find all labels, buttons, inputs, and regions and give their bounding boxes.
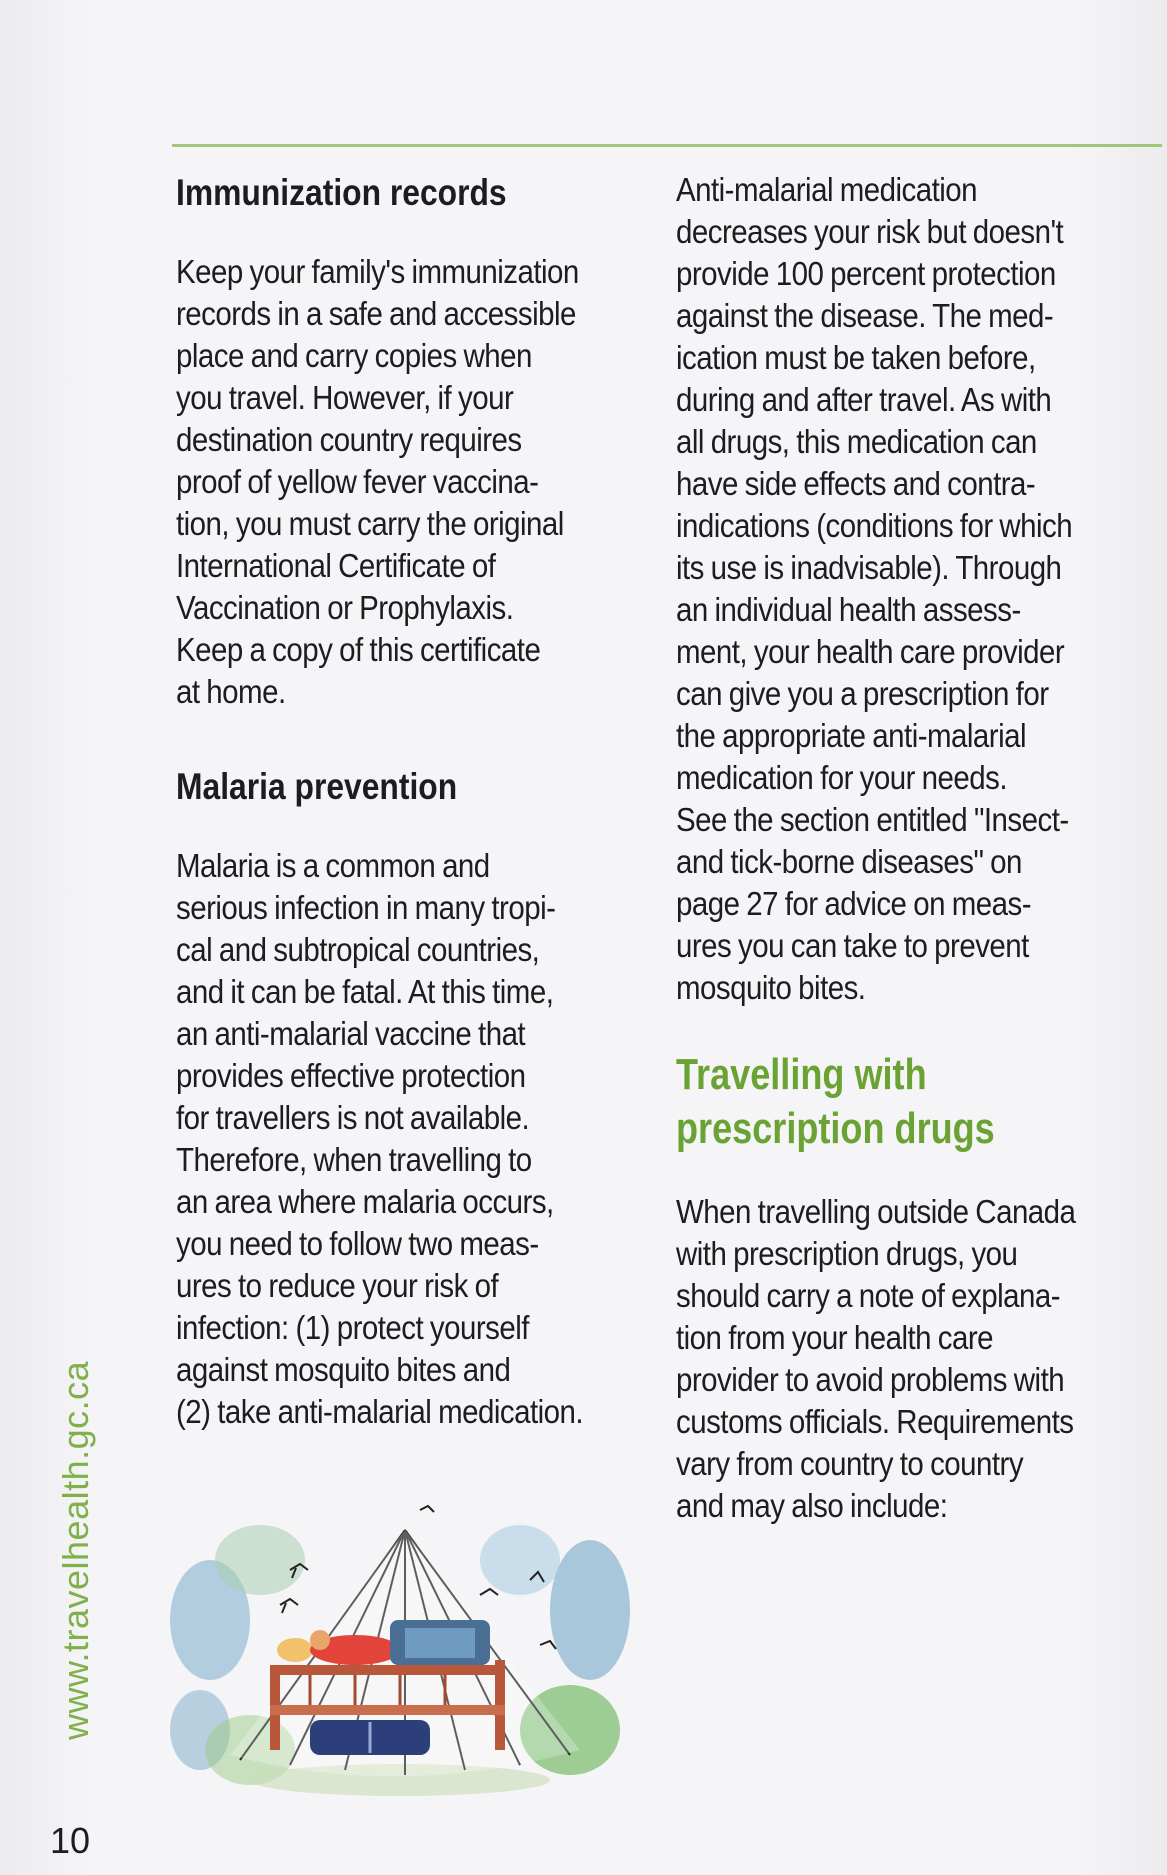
- text-line: and it can be fatal. At this time,: [176, 974, 554, 1011]
- text-line: decreases your risk but doesn't: [676, 214, 1064, 251]
- text-line: tion, you must carry the original: [176, 506, 564, 543]
- text-line: provide 100 percent protection: [676, 256, 1056, 293]
- text-line: can give you a prescription for: [676, 676, 1049, 713]
- text-line: ment, your health care provider: [676, 634, 1065, 671]
- mosquito-net-illustration: [170, 1500, 630, 1800]
- text-line: its use is inadvisable). Through: [676, 550, 1062, 587]
- text-line: tion from your health care: [676, 1320, 994, 1357]
- text-line: ures to reduce your risk of: [176, 1268, 499, 1305]
- text-line: ures you can take to prevent: [676, 928, 1029, 965]
- text-line: serious infection in many tropi-: [176, 890, 556, 927]
- text-line: vary from country to country: [676, 1446, 1024, 1483]
- text-line: mosquito bites.: [676, 970, 866, 1007]
- prescription-heading: [676, 1048, 1126, 1156]
- text-line: records in a safe and accessible: [176, 296, 576, 333]
- text-line: Anti-malarial medication: [676, 172, 978, 209]
- text-line: the appropriate anti-malarial: [676, 718, 1026, 755]
- text-line: proof of yellow fever vaccina-: [176, 464, 539, 501]
- text-line: have side effects and contra-: [676, 466, 1036, 503]
- heading-line: prescription drugs: [676, 1104, 995, 1153]
- immunization-paragraph: [176, 252, 626, 714]
- text-line: you need to follow two meas-: [176, 1226, 539, 1263]
- text-line: provider to avoid problems with: [676, 1362, 1065, 1399]
- text-line: all drugs, this medication can: [676, 424, 1037, 461]
- prescription-paragraph: [676, 1192, 1126, 1528]
- text-line: place and carry copies when: [176, 338, 532, 375]
- text-line: indications (conditions for which: [676, 508, 1073, 545]
- text-line: page 27 for advice on meas-: [676, 886, 1031, 923]
- text-line: customs officials. Requirements: [676, 1404, 1074, 1441]
- text-line: with prescription drugs, you: [676, 1236, 1018, 1273]
- text-line: Therefore, when travelling to: [176, 1142, 532, 1179]
- text-line: and may also include:: [676, 1488, 948, 1525]
- text-line: See the section entitled "Insect-: [676, 802, 1069, 839]
- text-line: against the disease. The med-: [676, 298, 1054, 335]
- website-url: www.travelhealth.gc.ca: [55, 1360, 96, 1740]
- top-rule: [172, 144, 1162, 147]
- text-line: an individual health assess-: [676, 592, 1021, 629]
- text-line: medication for your needs.: [676, 760, 1008, 797]
- text-line: against mosquito bites and: [176, 1352, 511, 1389]
- text-line: provides effective protection: [176, 1058, 526, 1095]
- page-number: 10: [50, 1820, 91, 1861]
- text-line: during and after travel. As with: [676, 382, 1052, 419]
- text-line: (2) take anti-malarial medication.: [176, 1394, 584, 1431]
- text-line: infection: (1) protect yourself: [176, 1310, 529, 1347]
- text-line: Keep a copy of this certificate: [176, 632, 541, 669]
- medication-paragraph: [676, 170, 1126, 1010]
- malaria-heading: Malaria prevention: [176, 766, 458, 807]
- heading-line: Travelling with: [676, 1050, 927, 1099]
- text-line: destination country requires: [176, 422, 522, 459]
- text-line: an anti-malarial vaccine that: [176, 1016, 526, 1053]
- malaria-paragraph: [176, 846, 626, 1434]
- text-line: Malaria is a common and: [176, 848, 490, 885]
- text-line: for travellers is not available.: [176, 1100, 530, 1137]
- right-column: [676, 170, 1126, 1528]
- text-line: When travelling outside Canada: [676, 1194, 1076, 1231]
- text-line: you travel. However, if your: [176, 380, 514, 417]
- text-line: ication must be taken before,: [676, 340, 1036, 377]
- text-line: at home.: [176, 674, 286, 711]
- text-line: should carry a note of explana-: [676, 1278, 1061, 1315]
- immunization-heading: Immunization records: [176, 172, 507, 213]
- left-column: [176, 170, 626, 1434]
- text-line: an area where malaria occurs,: [176, 1184, 554, 1221]
- text-line: Keep your family's immunization: [176, 254, 579, 291]
- text-line: Vaccination or Prophylaxis.: [176, 590, 514, 627]
- text-line: and tick-borne diseases" on: [676, 844, 1022, 881]
- text-line: cal and subtropical countries,: [176, 932, 540, 969]
- text-line: International Certificate of: [176, 548, 496, 585]
